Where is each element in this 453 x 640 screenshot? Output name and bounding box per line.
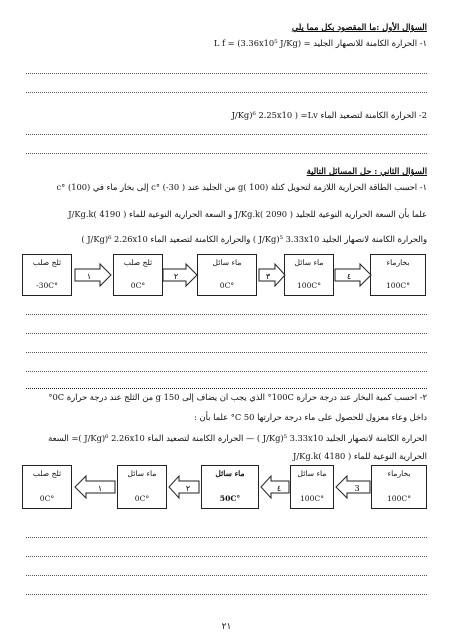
state-label: ثلج صلب	[123, 258, 153, 267]
answer-line	[26, 371, 427, 372]
arrow-right-icon	[74, 262, 112, 288]
state-label: ثلج صلب	[32, 258, 62, 267]
q2-title: السؤال الثاني : حل المسائل التالية	[306, 166, 427, 176]
arrow-right-icon	[258, 262, 286, 288]
answer-line	[26, 575, 427, 576]
q2-problem1-line2: علما بأن السعة الحرارية النوعية للجليد J/Kg.k( 2090 ) و السعة الحرارية النوعية للماء J/Kg.k( 4190 )	[68, 209, 427, 219]
arrow-right-icon	[162, 262, 198, 288]
state-label: ماء سائل	[294, 258, 324, 267]
answer-line	[26, 352, 427, 353]
state-temperature: 100C°	[296, 281, 322, 290]
separator	[26, 388, 427, 389]
answer-line	[26, 594, 427, 595]
arrow-left-icon	[335, 474, 371, 500]
state-box	[371, 465, 427, 509]
arrow-left-icon	[168, 474, 200, 500]
state-label: ماء سائل	[215, 469, 245, 478]
arrow-right-icon	[334, 262, 372, 288]
arrow-left-icon	[74, 474, 116, 500]
state-label: ماء سائل	[297, 469, 327, 478]
step-number: 3	[354, 484, 360, 493]
step-number: ١	[86, 272, 92, 281]
state-box	[284, 254, 334, 296]
state-temperature: 100C°	[385, 281, 411, 290]
state-temperature: -30C°	[36, 281, 58, 290]
q2-problem2-line3: الحرارة الكامنة لانصهار الجليد J/Kg)⁵ 3.33x10 ) — الحرارة الكامنة لتصعيد الماء J/Kg)⁶ 2.26x10 )= السعة	[48, 433, 427, 443]
answer-line	[26, 333, 427, 334]
step-number: ٢	[173, 272, 179, 281]
q1-item2: 2- الحرارة الكامنة لتصعيد الماء J/Kg)⁶ 2.25x10 ) =Lv	[231, 110, 427, 120]
state-temperature: 50C°	[219, 494, 241, 503]
state-label: ثلج صلب	[32, 469, 62, 478]
step-number: ١	[97, 484, 103, 493]
state-label: بخارماء	[386, 258, 410, 267]
state-box	[22, 254, 72, 296]
answer-line	[26, 314, 427, 315]
q2-problem2-line2: داخل وعاء معزول للحصول على ماء درجة حرارتها 50 C° علما بأن :	[194, 412, 427, 422]
state-box	[370, 254, 426, 296]
answer-line	[26, 556, 427, 557]
q2-problem2-line1: ٢- احسب كمية البخار عند درجة حرارة 100C° الذي يجب ان يضاف إلى g 150 من الثلج عند درجة حرارة 0C°	[48, 392, 427, 402]
state-temperature: 0C°	[134, 494, 150, 503]
state-box	[290, 465, 334, 509]
answer-line	[26, 73, 427, 74]
answer-line	[26, 153, 427, 154]
state-label: ماء سائل	[127, 469, 157, 478]
step-number: ٢	[185, 484, 191, 493]
step-number: ٤	[346, 272, 352, 281]
state-box	[113, 254, 163, 296]
q2-problem2-line4: الحرارية النوعية للماء J/Kg.k( 4180 )	[293, 451, 427, 461]
state-box	[117, 465, 167, 509]
step-number: ٣	[265, 272, 271, 281]
answer-line	[26, 92, 427, 93]
state-label: بخارماء	[387, 469, 411, 478]
page-number: ٢١	[221, 622, 232, 632]
answer-line	[26, 537, 427, 538]
state-temperature: 0C°	[39, 494, 55, 503]
q2-problem1-line1: ١- احسب الطاقة الحرارية اللازمة لتحويل كتلة g( 100) من الجليد عند c° (-30 ) إلى بخار ماء في c° (100)	[56, 182, 427, 192]
state-temperature: 100C°	[299, 494, 325, 503]
arrow-left-icon	[260, 474, 290, 500]
q1-item1: ١- الحرارة الكامنة للانصهار الجليد = (3.36x10⁵ J/Kg) = L f	[213, 38, 427, 48]
state-box	[197, 254, 257, 296]
answer-line	[26, 134, 427, 135]
step-number: ٤	[276, 484, 282, 493]
state-temperature: 0C°	[130, 281, 146, 290]
q2-problem1-line3: والحرارة الكامنة لانصهار الجليد J/Kg)⁵ 3.33x10 ) والحرارة الكامنة لتصعيد الماء J/Kg)⁶ 2.26x10 )	[81, 234, 427, 244]
state-label: ماء سائل	[212, 258, 242, 267]
state-box-target	[201, 465, 259, 509]
q1-title: السؤال الأول :ما المقصود بكل مما يلي	[291, 22, 427, 32]
state-temperature: 100C°	[386, 494, 412, 503]
state-temperature: 0C°	[219, 281, 235, 290]
state-box	[22, 465, 72, 509]
